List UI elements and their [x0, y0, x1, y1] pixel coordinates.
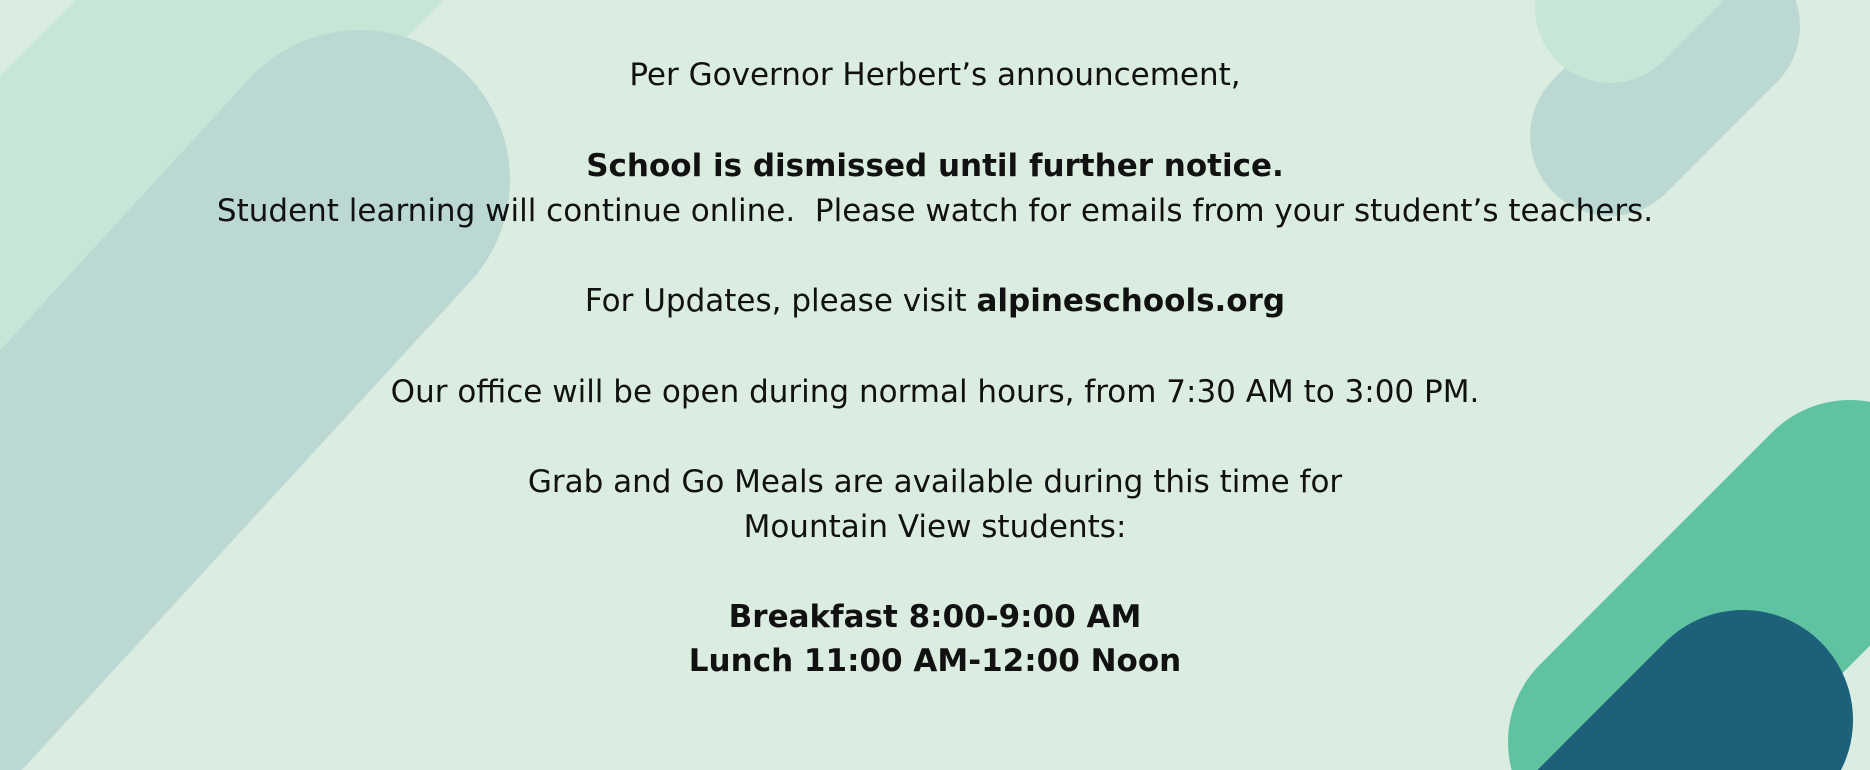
- meals-text-line2: Mountain View students:: [743, 509, 1127, 545]
- learning-text: Student learning will continue online. Please watch for emails from your student’s teachers.: [216, 193, 1654, 229]
- breakfast-hours: Breakfast 8:00-9:00 AM: [728, 599, 1142, 635]
- intro-text: Per Governor Herbert’s announcement,: [629, 57, 1241, 93]
- updates-prefix: For Updates, please visit: [584, 283, 977, 319]
- lunch-hours: Lunch 11:00 AM-12:00 Noon: [688, 643, 1182, 679]
- updates-link[interactable]: alpineschools.org: [976, 283, 1286, 319]
- meals-text-line1: Grab and Go Meals are available during this time for: [527, 464, 1343, 500]
- headline-text: School is dismissed until further notice.: [586, 148, 1284, 184]
- updates-line: [0, 281, 1870, 321]
- office-hours-text: Our office will be open during normal hours, from 7:30 AM to 3:00 PM.: [390, 374, 1480, 410]
